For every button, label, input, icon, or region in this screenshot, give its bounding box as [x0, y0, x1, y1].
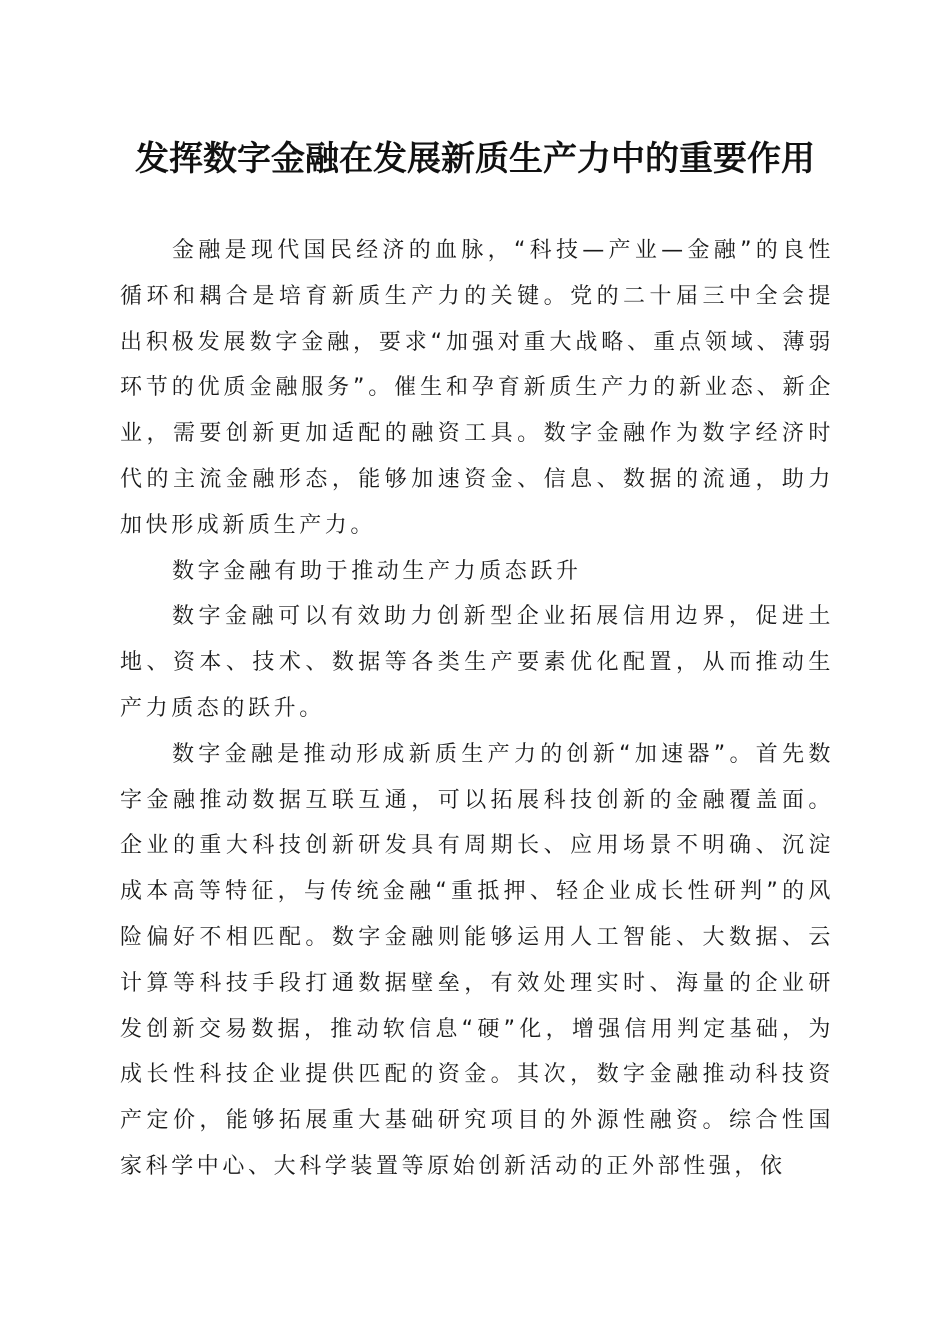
document-body: [120, 228, 834, 1190]
document-title: 发挥数字金融在发展新质生产力中的重要作用: [135, 139, 815, 179]
section-heading: 数字金融有助于推动生产力质态跃升: [172, 558, 582, 584]
body-paragraph: 金融是现代国民经济的血脉，“科技—产业—金融”的良性循环和耦合是培育新质生产力的关键。党的二十届三中全会提出积极发展数字金融，要求“加强对重大战略、重点领域、薄弱环节的优质金融服务”。催生和孕育新质生产力的新业态、新企业，需要创新更加适配的融资工具。数字金融作为数字经济时代的主流金融形态，能够加速资金、信息、数据的流通，助力加快形成新质生产力。: [120, 238, 834, 538]
body-paragraph: 数字金融是推动形成新质生产力的创新“加速器”。首先数字金融推动数据互联互通，可以拓展科技创新的金融覆盖面。企业的重大科技创新研发具有周期长、应用场景不明确、沉淀成本高等特征，与传统金融“重抵押、轻企业成长性研判”的风险偏好不相匹配。数字金融则能够运用人工智能、大数据、云计算等科技手段打通数据壁垒，有效处理实时、海量的企业研发创新交易数据，推动软信息“硬”化，增强信用判定基础，为成长性科技企业提供匹配的资金。其次，数字金融推动科技资产定价，能够拓展重大基础研究项目的外源性融资。综合性国家科学中心、大科学装置等原始创新活动的正外部性强，依: [120, 741, 834, 1179]
body-paragraph: 数字金融可以有效助力创新型企业拓展信用边界，促进土地、资本、技术、数据等各类生产要素优化配置，从而推动生产力质态的跃升。: [120, 604, 834, 721]
